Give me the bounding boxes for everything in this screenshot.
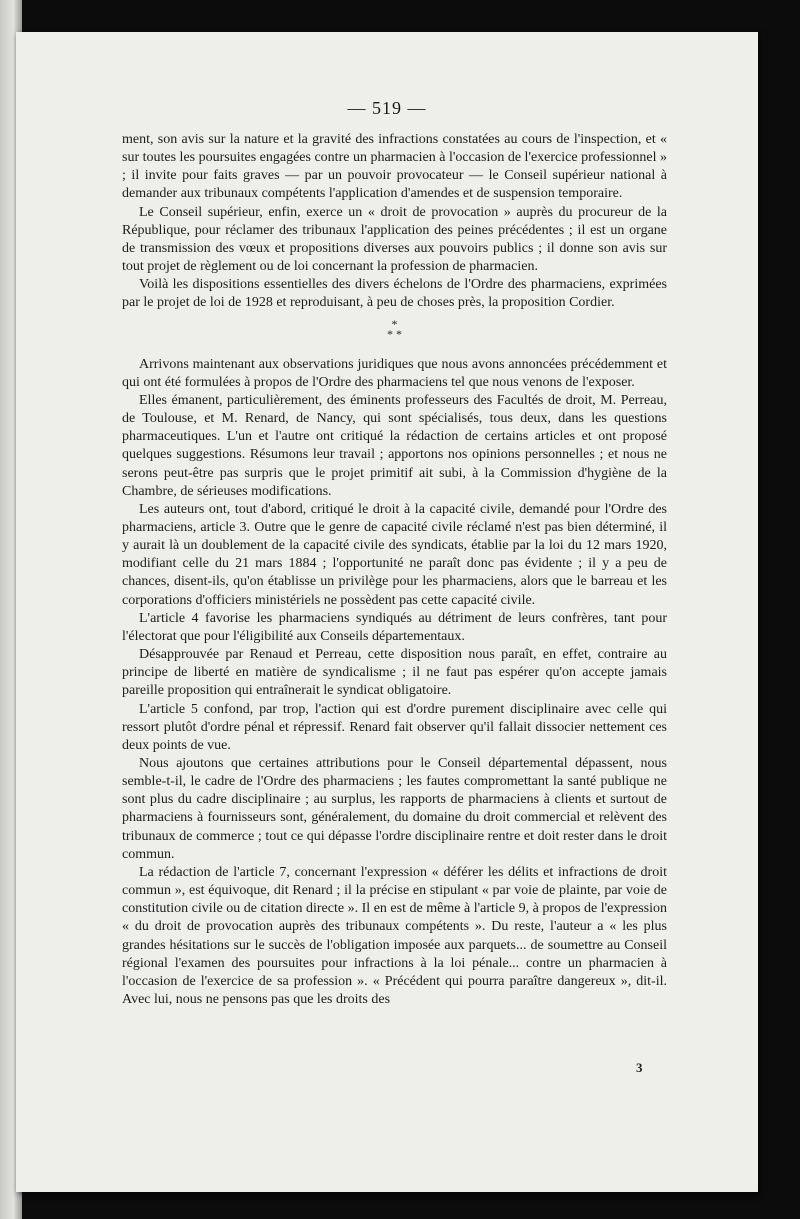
paragraph: Désapprouvée par Renaud et Perreau, cette disposition nous paraît, en effet, contraire au principe de liberté en matière de syndicalisme ; il ne faut pas espérer qu'on accepte jamais pareille proposition qui entraînerait le syndicat obligatoire. xyxy=(122,647,667,699)
paragraph: ment, son avis sur la nature et la gravité des infractions constatées au cours de l'inspection, et « sur toutes les poursuites engagées contre un pharmacien à l'occasion de l'exercice professionnel » ; il invite pour faits graves — par un pouvoir provocateur — le Conseil supérieur national à demander aux tribunaux compétents l'application d'amendes et de suspension temporaire. xyxy=(122,132,668,202)
paragraph: Voilà les dispositions essentielles des divers échelons de l'Ordre des pharmaciens, exprimées par le projet de loi de 1928 et reproduisant, à peu de choses près, la proposition Cordier. xyxy=(122,277,667,311)
page-number: — 519 — xyxy=(347,98,427,118)
paragraph: Nous ajoutons que certaines attributions pour le Conseil départemental dépassent, nous semble-t-il, le cadre de l'Ordre des pharmaciens ; les fautes compromettant la santé publique ne sont plus du cadre disciplinaire ; au surplus, les rapports de pharmaciens à clients et surtout de pharmaciens à fournisseurs sont, généralement, du domaine du droit commercial et relèvent des tribunaux de commerce ; tout ce qui dépasse l'ordre disciplinaire rentre et doit rester dans le droit commun. xyxy=(122,756,667,862)
document-page xyxy=(16,32,758,1192)
paragraph: Arrivons maintenant aux observations juridiques que nous avons annoncées précédemment et qui ont été formulées à propos de l'Ordre des pharmaciens tel que nous venons de l'exposer. xyxy=(122,356,667,390)
paragraph: L'article 4 favorise les pharmaciens syndiqués au détriment de leurs confrères, tant pour l'électorat que pour l'éligibilité aux Conseils départementaux. xyxy=(122,610,667,644)
signature-mark: 3 xyxy=(636,1060,643,1075)
body-text xyxy=(122,131,667,1009)
paragraph: Elles émanent, particulièrement, des éminents professeurs des Facultés de droit, M. Perreau, de Toulouse, et M. Renard, de Nancy, qui sont spécialisés, tous deux, dans les questions pharmaceutiques. L'un et l'autre ont critiqué la rédaction de certains articles et ont proposé quelques suggestions. Résumons leur travail ; apportons nos opinions personnelles ; et nous ne serons peut-être pas surpris que le projet primitif ait subi, à la Commission d'hygiène de la Chambre, de sérieuses modifications. xyxy=(122,392,667,499)
asterism-bottom: * * xyxy=(387,326,402,341)
paragraph: Le Conseil supérieur, enfin, exerce un « droit de provocation » auprès du procureur de la République, pour réclamer des tribunaux l'application des peines précédentes ; il est un organe de transmission des vœux et propositions diverses aux pouvoirs publics ; il donne son avis sur tout projet de règlement ou de loi concernant la profession de pharmacien. xyxy=(122,204,667,275)
paragraph: La rédaction de l'article 7, concernant l'expression « déférer les délits et infractions de droit commun », est équivoque, dit Renard ; il la précise en stipulant « par voie de plainte, par voie de constitution civile ou de citation directe ». Il en est de même à l'article 9, à propos de l'expression « du droit de provocation auprès des tribunaux compétents ». Du reste, l'auteur a « les plus grandes hésitations sur le succès de l'obligation imposée aux parquets... de soumettre au Conseil régional l'examen des poursuites pour infractions à la loi pénale... contre un pharmacien à l'occasion de l'exercice de sa profession ». « Précédent qui pourra paraître dangereux », dit-il. Avec lui, nous ne pensons pas que les droits des xyxy=(122,864,667,1008)
asterism-top: * xyxy=(391,316,398,331)
section-break-asterism xyxy=(122,316,667,341)
paragraph: L'article 5 confond, par trop, l'action qui est d'ordre purement disciplinaire avec celle qui ressort plutôt d'ordre pénal et répressif. Renard fait observer qu'il fallait dissocier nettement ces deux points de vue. xyxy=(122,701,667,753)
paragraph: Les auteurs ont, tout d'abord, critiqué le droit à la capacité civile, demandé pour l'Ordre des pharmaciens, article 3. Outre que le genre de capacité civile réclamé n'est pas bien déterminé, il y aurait là un doublement de la capacité civile des syndicats, établie par la loi du 12 mars 1920, modifiant celle du 21 mars 1884 ; l'opportunité ne paraît donc pas évidente ; il y a peu de chances, disent-ils, qu'on établisse un privilège pour les pharmaciens, alors que le barreau et les corporations d'officiers ministériels ne possèdent pas cette capacité civile. xyxy=(122,501,667,608)
